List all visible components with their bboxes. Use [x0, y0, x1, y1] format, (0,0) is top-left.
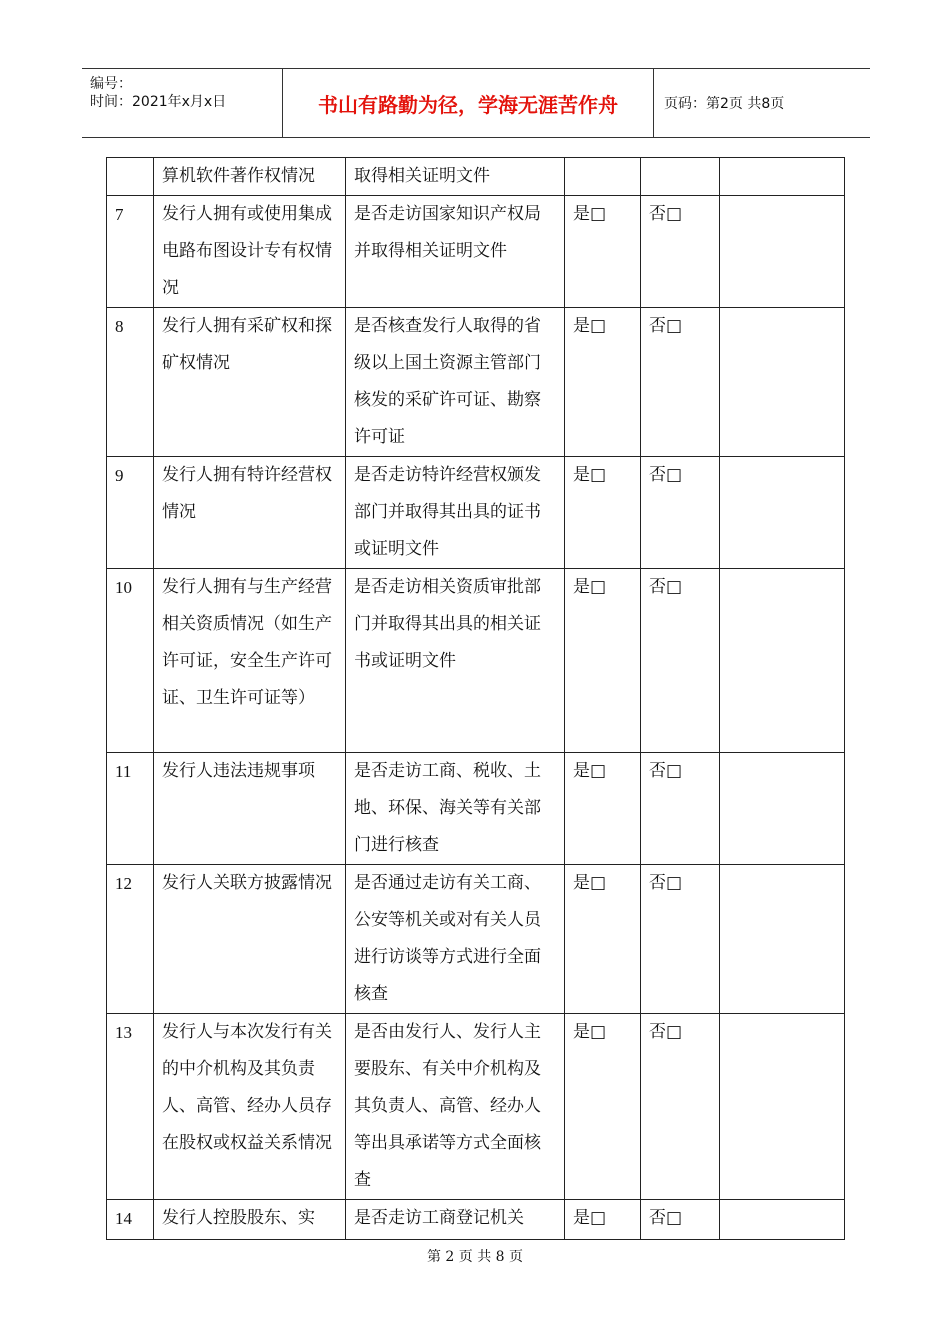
table-row [107, 753, 845, 865]
row-number: 7 [107, 196, 154, 308]
no-option[interactable]: 否□ [641, 753, 720, 865]
no-option[interactable]: 否□ [641, 865, 720, 1014]
remarks-cell [720, 1200, 845, 1240]
check-method: 是否走访工商登记机关 [346, 1200, 565, 1240]
check-item: 发行人违法违规事项 [154, 753, 346, 865]
check-item: 发行人拥有特许经营权情况 [154, 457, 346, 569]
remarks-cell [720, 196, 845, 308]
remarks-cell [720, 753, 845, 865]
check-method: 是否走访工商、税收、土地、环保、海关等有关部门进行核查 [346, 753, 565, 865]
page-footer: 第 2 页 共 8 页 [426, 1249, 524, 1265]
check-method: 是否通过走访有关工商、公安等机关或对有关人员进行访谈等方式进行全面核查 [346, 865, 565, 1014]
table-row [107, 196, 845, 308]
row-number: 11 [107, 753, 154, 865]
check-item: 发行人拥有采矿权和探矿权情况 [154, 308, 346, 457]
row-number: 14 [107, 1200, 154, 1240]
yes-option[interactable]: 是□ [565, 308, 641, 457]
yes-option[interactable]: 是□ [565, 1200, 641, 1240]
check-method: 取得相关证明文件 [346, 158, 565, 196]
remarks-cell [720, 158, 845, 196]
header-divider [653, 69, 654, 137]
yes-option[interactable]: 是□ [565, 569, 641, 753]
table-row [107, 158, 845, 196]
table-row [107, 457, 845, 569]
check-method: 是否核查发行人取得的省级以上国土资源主管部门核发的采矿许可证、勘察许可证 [346, 308, 565, 457]
yes-option[interactable]: 是□ [565, 196, 641, 308]
check-method: 是否走访国家知识产权局并取得相关证明文件 [346, 196, 565, 308]
no-option[interactable]: 否□ [641, 457, 720, 569]
remarks-cell [720, 865, 845, 1014]
no-option[interactable]: 否□ [641, 1014, 720, 1200]
table-row [107, 865, 845, 1014]
remarks-cell [720, 1014, 845, 1200]
table-row [107, 308, 845, 457]
check-method: 是否由发行人、发行人主要股东、有关中介机构及其负责人、高管、经办人等出具承诺等方式全面核查 [346, 1014, 565, 1200]
no-option[interactable] [641, 158, 720, 196]
check-item: 发行人关联方披露情况 [154, 865, 346, 1014]
page-header [82, 68, 870, 138]
check-item: 发行人与本次发行有关的中介机构及其负责人、高管、经办人员存在股权或权益关系情况 [154, 1014, 346, 1200]
table-row [107, 1014, 845, 1200]
yes-option[interactable] [565, 158, 641, 196]
yes-option[interactable]: 是□ [565, 753, 641, 865]
row-number: 13 [107, 1014, 154, 1200]
no-option[interactable]: 否□ [641, 308, 720, 457]
row-number: 10 [107, 569, 154, 753]
remarks-cell [720, 457, 845, 569]
no-option[interactable]: 否□ [641, 1200, 720, 1240]
yes-option[interactable]: 是□ [565, 865, 641, 1014]
row-number: 9 [107, 457, 154, 569]
table-row [107, 569, 845, 753]
row-number: 8 [107, 308, 154, 457]
row-number [107, 158, 154, 196]
number-label: 编号： [90, 76, 132, 92]
checklist-table [106, 157, 845, 1240]
check-item: 发行人拥有或使用集成电路布图设计专有权情况 [154, 196, 346, 308]
check-method: 是否走访相关资质审批部门并取得其出具的相关证书或证明文件 [346, 569, 565, 753]
row-number: 12 [107, 865, 154, 1014]
yes-option[interactable]: 是□ [565, 457, 641, 569]
header-meta [82, 69, 282, 137]
remarks-cell [720, 569, 845, 753]
no-option[interactable]: 否□ [641, 196, 720, 308]
check-item: 发行人控股股东、实 [154, 1200, 346, 1240]
remarks-cell [720, 308, 845, 457]
check-method: 是否走访特许经营权颁发部门并取得其出具的证书或证明文件 [346, 457, 565, 569]
check-item: 算机软件著作权情况 [154, 158, 346, 196]
header-page-info: 页码：第2页 共8页 [664, 96, 785, 112]
check-item: 发行人拥有与生产经营相关资质情况（如生产许可证，安全生产许可证、卫生许可证等） [154, 569, 346, 753]
yes-option[interactable]: 是□ [565, 1014, 641, 1200]
header-motto: 书山有路勤为径，学海无涯苦作舟 [318, 92, 618, 117]
no-option[interactable]: 否□ [641, 569, 720, 753]
time-label: 时间：2021年x月x日 [90, 94, 227, 110]
table-row [107, 1200, 845, 1240]
